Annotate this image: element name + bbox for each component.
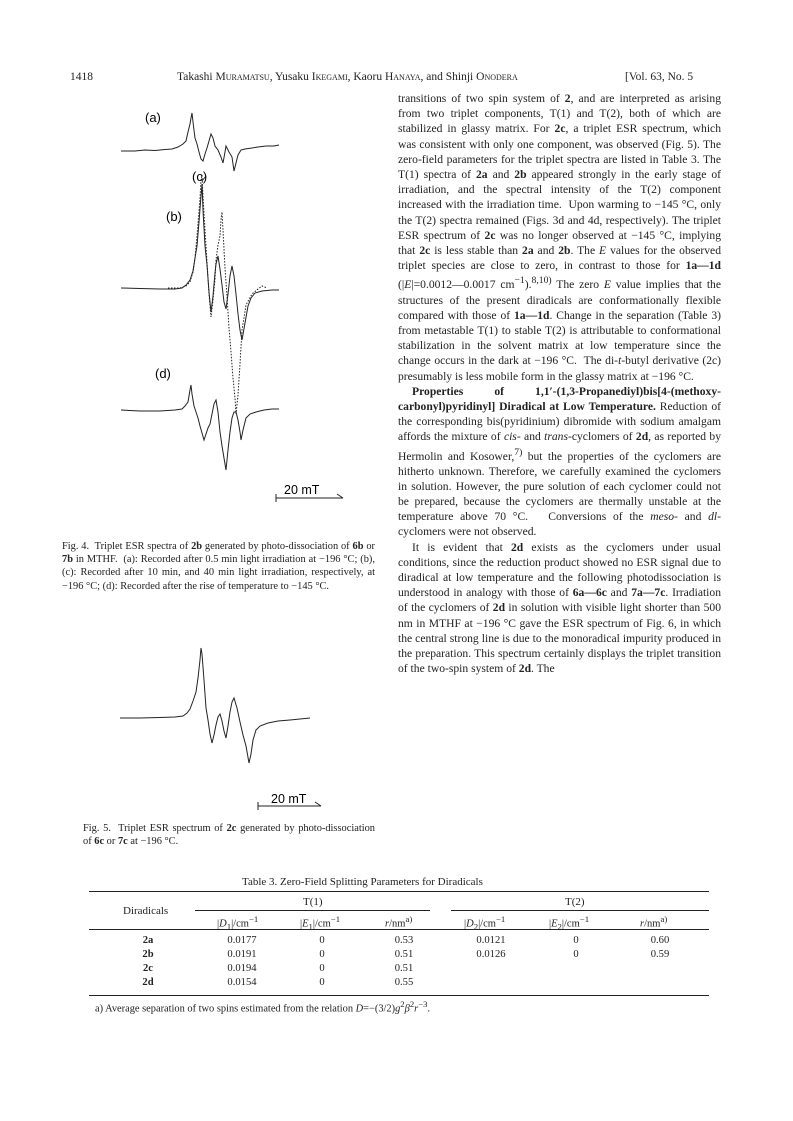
table-3 (89, 933, 709, 989)
value-cell: 0.0191 (227, 948, 257, 960)
value-cell: 0.0177 (227, 934, 257, 946)
value-cell: 0 (319, 948, 325, 960)
table-row (89, 961, 709, 975)
value-cell: 0.51 (394, 948, 414, 960)
subheader-d2: $|D_2|/cm^{-1}$ (464, 914, 506, 932)
subheader-d1: $|D_1|/cm^{-1}$ (217, 914, 259, 932)
paragraph: transitions of two spin system of 2, and are interpreted as arising from two triplet components, T(1) and T(2), both of which are stabilized in glassy matrix. For 2c, a triplet ESR spectrum, which was consistent with only one component, was observed (Fig. 5). The zero-field parameters for the triplet spectra are listed in Table 3. The T(1) spectra of 2a and 2b appeared strongly in the early stage of irradiation, and the spectral intensity of the T(2) component increased with the irradiation time. Upon warming to −145 °C, only the T(2) spectra remained (Figs. 3d and 4d, respectively). The triplet ESR spectrum of 2c was no longer observed at −145 °C, implying that 2c is less stable than 2a and 2b. The E values for the observed triplet species are close to zero, in contrast to those for 1a—1d (|E|=0.0012—0.0017 $cm^{-1}).^{8,10)}$ The zero E value implies that the structures of the present diradicals are conformationally flexible compared with those of 1a—1d. Change in the separation (Table 3) from metastable T(1) to stable T(2) is attributable to conformational stabilization in the solvent matrix at low temperature since the change occurs in the dark at −196 °C. The di-t-butyl derivative (2c) presumably is less mobile form in the glassy matrix at −196 °C. (398, 92, 721, 383)
group-t1: T(1) (303, 896, 323, 908)
table-bottom-rule (89, 995, 709, 996)
table-row (89, 933, 709, 947)
group-t2: T(2) (565, 896, 585, 908)
row-label-cell: 2c (143, 962, 153, 974)
label-d: (d) (155, 366, 171, 381)
table-row (89, 975, 709, 989)
t2-group-rule (451, 910, 709, 911)
row-label-cell: 2d (142, 976, 154, 988)
table-top-rule (89, 891, 709, 892)
table-row (89, 947, 709, 961)
value-cell: 0.0154 (227, 976, 257, 988)
journal-volume: [Vol. 63, No. 5 (625, 71, 694, 83)
paragraph: It is evident that 2d exists as the cyclomers under usual conditions, since the reduction product showed no ESR signal due to diradical at low temperature and the following photodissociation is understood in analogy with those of 6a—6c and 7a—7c. Irradiation of the cyclomers of 2d in solution with visible light shorter than 500 nm in MTHF at −196 °C gave the ESR spectrum of Fig. 6, in which the central strong line is due to the monoradical impurity produced in the preparation. This spectrum certainly displays the triplet transition of the two-spin system of 2d. The (398, 540, 721, 676)
value-cell (441, 975, 541, 989)
figure-4-caption: Fig. 4. Triplet ESR spectra of 2b generated by photo-dissociation of 6b or 7b in MTHF. (a): Recorded after 0.5 min light irradiation at −196 °C; (b), (c): Recorded after 10 min, and 40 min light irradiation, respectively, at −196 °C; (d): Recorded after the rise of temperature to −145 °C. (62, 541, 375, 592)
t1-group-rule (195, 910, 430, 911)
section-paragraph: Properties of 1,1′-(1,3-Propanediyl)bis[4-(methoxy-carbonyl)pyridinyl] Diradical at Low Temperature. Reduction of the corresponding bis(pyridinium) dibromide with sodium amalgam affords the mixture of cis- and trans-cyclomers of 2d, as reported by Hermolin and Kosower,$^{7)}$ but the properties of the cyclomers are hitherto unknown. Therefore, we carefully examined the cyclomers in solution. However, the pure solution of each cyclomer could not be prepared, because the cyclomers are thermally unstable at the temperature above 70 °C. Conversions of the meso- and dl-cyclomers were not observed. (398, 384, 722, 539)
body-text-column (398, 91, 721, 676)
value-cell: 0.53 (394, 934, 414, 946)
value-cell: 0.0121 (476, 934, 506, 946)
value-cell: 0 (319, 976, 325, 988)
label-c: (c) (192, 169, 208, 184)
value-cell: 0.0194 (227, 962, 257, 974)
label-a: (a) (145, 110, 161, 125)
value-cell (541, 961, 611, 975)
value-cell: 0.51 (394, 962, 414, 974)
table-3-caption: Table 3. Zero-Field Splitting Parameters for Diradicals (242, 876, 483, 888)
col-diradicals: Diradicals (123, 905, 169, 917)
spectrum-2c-trace (120, 648, 310, 763)
value-cell: 0.59 (650, 948, 670, 960)
value-cell (441, 961, 541, 975)
value-cell: 0 (319, 962, 325, 974)
scale-bar-label: 20 mT (271, 792, 307, 806)
value-cell (541, 975, 611, 989)
row-label-cell: 2a (142, 934, 154, 946)
row-label-cell: 2b (142, 948, 154, 960)
value-cell: 0.55 (394, 976, 414, 988)
value-cell: 0.60 (650, 934, 670, 946)
value-cell (611, 975, 709, 989)
page-number: 1418 (70, 71, 93, 83)
value-cell: 0.0126 (476, 948, 506, 960)
subheader-r2: $r/nm^{a)}$ (640, 914, 668, 930)
label-b: (b) (166, 209, 182, 224)
scale-bar-label: 20 mT (284, 483, 320, 497)
subheader-e1: $|E_1|/cm^{-1}$ (300, 914, 341, 932)
value-cell (611, 961, 709, 975)
value-cell: 0 (319, 934, 325, 946)
value-cell: 0 (573, 934, 579, 946)
running-authors: Takashi Muramatsu, Yusaku Ikegami, Kaoru Hanaya, and Shinji Onodera (177, 71, 518, 83)
subheader-e2: $|E_2|/cm^{-1}$ (549, 914, 590, 932)
table-footnote: a) Average separation of two spins estimated from the relation $D=-(3/2)g^2\beta^2r^{-3}$. (95, 999, 431, 1015)
value-cell: 0 (573, 948, 579, 960)
figure-5-caption: Fig. 5. Triplet ESR spectrum of 2c generated by photo-dissociation of 6c or 7c at −196 °C. (83, 823, 375, 848)
subheader-r1: $r/nm^{a)}$ (385, 914, 413, 930)
